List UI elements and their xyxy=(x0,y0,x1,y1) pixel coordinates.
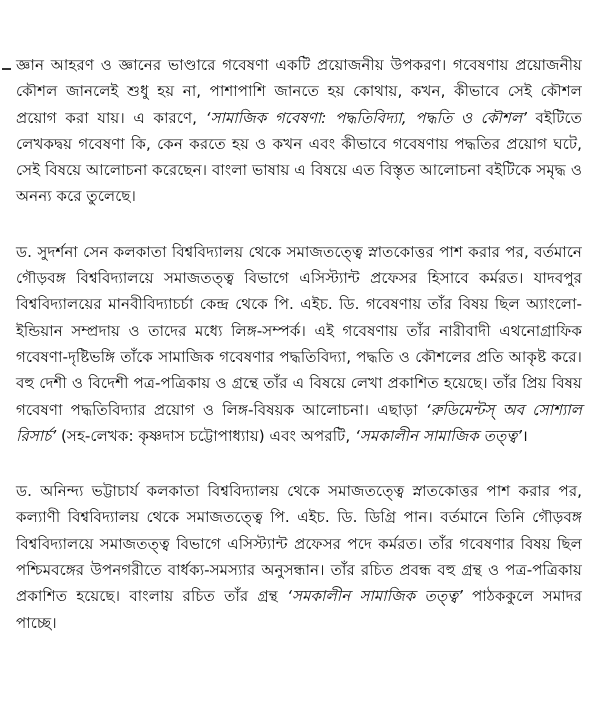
book-blurb-page xyxy=(16,52,582,636)
author-bio-anindya-bhattacharya xyxy=(16,478,582,636)
author-bio-sudarshana-sen xyxy=(16,239,582,449)
bhattacharya-bio-end: পাঠককুলে সমাদর পাচ্ছে। xyxy=(16,587,583,632)
bhattacharya-book-title: ‘সমকালীন সামাজিক তত্ত্ব’ xyxy=(287,587,463,606)
intro-text-end: বইটিতে লেখকদ্বয় গবেষণা কি, কেন করতে হয় ও কখন এবং কীভাবে গবেষণায় পদ্ধতির প্রয়োগ ঘটে, সেই বিষয়ে আলোচনা করেছেন। বাংলা ভাষায় এ বিষয়ে এত বিস্তৃত আলোচনা বইটিকে সমৃদ্ধ ও অনন্য করে তুলেছে। xyxy=(16,108,582,206)
intro-text-start: জ্ঞান আহরণ ও জ্ঞানের ভাণ্ডারে গবেষণা একটি প্রয়োজনীয় উপকরণ। গবেষণায় প্রয়োজনীয় কৌশল জানলেই শুধু হয় না, পাশাপাশি জানতে হয় কোথায়, কখন, কীভাবে সেই কৌশল প্রয়োগ করা যায়। এ কারণে, xyxy=(16,56,582,127)
sen-coauthor-text: (সহ-লেখক: কৃষ্ণদাস চট্টোপাধ্যায়) এবং অপরটি, xyxy=(56,426,355,445)
margin-dash-mark xyxy=(2,68,11,70)
book-title-italic: ‘সামাজিক গবেষণা: পদ্ধতিবিদ্যা, পদ্ধতি ও কৌশল’ xyxy=(205,108,527,127)
bhattacharya-bio-text: ড. অনিন্দ্য ভট্টাচার্য কলকাতা বিশ্ববিদ্যালয় থেকে সমাজতত্ত্বে স্নাতকোত্তর পাশ করার পর, কল্যাণী বিশ্ববিদ্যালয় থেকে সমাজতত্ত্বে পি. এইচ. ডি. ডিগ্রি পান। বর্তমানে তিনি গৌড়বঙ্গ বিশ্ববিদ্যালয়ে সমাজতত্ত্ব বিভাগে এসিস্ট্যান্ট প্রফেসর পদে কর্মরত। তাঁর গবেষণার বিষয় ছিল পশ্চিমবঙ্গের উপনগরীতে বার্ধক্য-সমস্যার অনুসন্ধান। তাঁর রচিত প্রবন্ধ বহু গ্রন্থ ও পত্র-পত্রিকায় প্রকাশিত হয়েছে। বাংলায় রচিত তাঁর গ্রন্থ xyxy=(16,482,582,606)
sen-book-title-samakalin: ‘সমকালীন সামাজিক তত্ত্ব’ xyxy=(354,426,522,445)
sen-book-title-rudiments: ‘রুডিমেন্টস্ অব সোশ্যাল রিসার্চ’ xyxy=(16,400,582,445)
sen-bio-text: ড. সুদর্শনা সেন কলকাতা বিশ্ববিদ্যালয় থেকে সমাজতত্ত্বে স্নাতকোত্তর পাশ করার পর, বর্তমানে গৌড়বঙ্গ বিশ্ববিদ্যালয়ে সমাজতত্ত্ব বিভাগে এসিস্ট্যান্ট প্রফেসর হিসাবে কর্মরত। যাদবপুর বিশ্ববিদ্যালয়ের মানবীবিদ্যাচর্চা কেন্দ্র থেকে পি. এইচ. ডি. গবেষণায় তাঁর বিষয় ছিল অ্যাংলো-ইন্ডিয়ান সম্প্রদায় ও তাদের মধ্যে লিঙ্গ-সম্পর্ক। এই গবেষণায় তাঁর নারীবাদী এথনোগ্রাফিক গবেষণা-দৃষ্টিভঙ্গি তাঁকে সামাজিক গবেষণার পদ্ধতিবিদ্যা, পদ্ধতি ও কৌশলের প্রতি আকৃষ্ট করে। বহু দেশী ও বিদেশী পত্র-পত্রিকায় ও গ্রন্থে তাঁর এ বিষয়ে লেখা প্রকাশিত হয়েছে। তাঁর প্রিয় বিষয় গবেষণা পদ্ধতিবিদ্যার প্রয়োগ ও লিঙ্গ-বিষয়ক আলোচনা। এছাড়া xyxy=(16,242,582,419)
sen-bio-end: । xyxy=(521,426,528,445)
intro-paragraph xyxy=(16,52,582,210)
